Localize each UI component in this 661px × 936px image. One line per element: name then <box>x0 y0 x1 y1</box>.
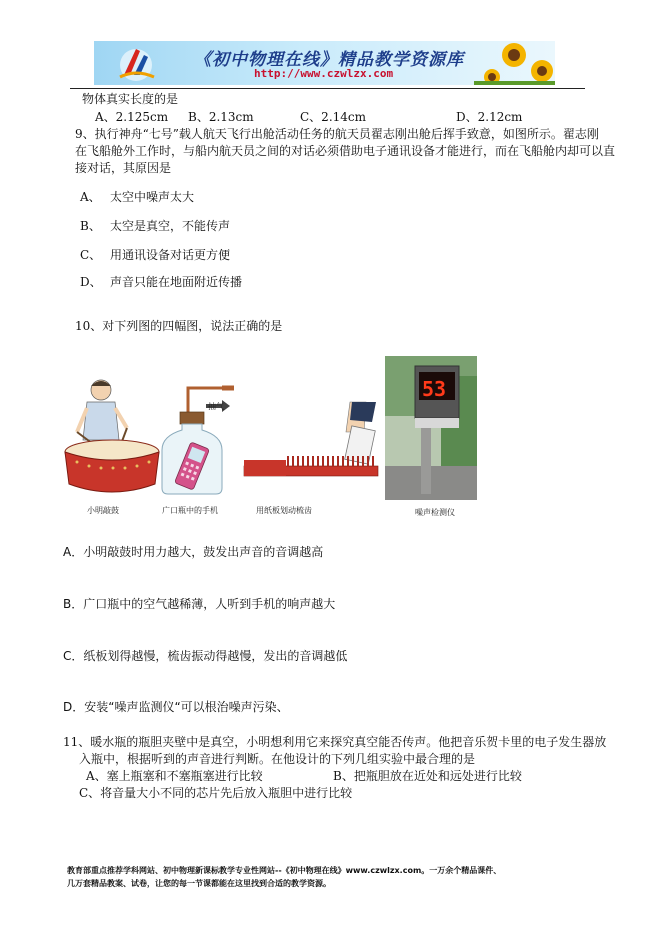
caption-comb: 用纸板划动梳齿 <box>256 506 312 515</box>
q9-option-d-letter: D、 <box>80 275 102 289</box>
figure-drum <box>63 378 161 518</box>
caption-bottle: 广口瓶中的手机 <box>162 506 218 515</box>
q8-option-c: C、2.14cm <box>300 110 367 124</box>
q10-option-d: D．安装“噪声监测仪“可以根治噪声污染、 <box>63 700 289 714</box>
q11-line1: 11、暖水瓶的瓶胆夹壁中是真空，小明想利用它来探究真空能否传声。他把音乐贺卡里的电子发生器放 <box>63 735 607 749</box>
label-pump: 抽气 <box>208 402 224 411</box>
q11-option-c: C、将音量大小不同的芯片先后放入瓶胆中进行比较 <box>79 786 353 800</box>
q10-option-a: A．小明敲鼓时用力越大，鼓发出声音的音调越高 <box>63 545 324 559</box>
footer-line1: 教育部重点推荐学科网站、初中物理新课标教学专业性网站--《初中物理在线》www.czwlzx.com。一万余个精品课件、 <box>67 866 502 875</box>
q9-line2: 在飞船舱外工作时，与船内航天员之间的对话必须借助电子通讯设备才能进行，而在飞船舱内却可以直 <box>75 144 616 158</box>
caption-noise-meter: 噪声检测仪 <box>415 508 455 517</box>
q11-line2: 入瓶中，根据听到的声音进行判断。在他设计的下列几组实验中最合理的是 <box>79 752 476 766</box>
q9-option-b-text: 太空是真空，不能传声 <box>110 219 231 233</box>
bottle-illustration <box>160 378 252 498</box>
q8-stem: 物体真实长度的是 <box>82 92 179 106</box>
drum-illustration <box>63 378 161 498</box>
q9-option-d-text: 声音只能在地面附近传播 <box>110 275 243 289</box>
comb-illustration <box>240 398 382 498</box>
q8-option-d: D、2.12cm <box>456 110 523 124</box>
q11-option-a: A、塞上瓶塞和不塞瓶塞进行比较 <box>86 769 263 783</box>
header-rule <box>70 88 585 89</box>
banner-title: 《初中物理在线》精品教学资源库 <box>194 50 464 70</box>
q9-option-a-letter: A、 <box>80 190 101 204</box>
footer-line2: 几万套精品教案、试卷，让您的每一节课都能在这里找到合适的教学资源。 <box>67 879 331 888</box>
caption-drum: 小明敲鼓 <box>87 506 119 515</box>
q8-option-a: A、2.125cm <box>95 110 169 124</box>
meter-reading: 53 <box>422 377 447 401</box>
q10-option-c: C．纸板划得越慢，梳齿振动得越慢，发出的音调越低 <box>63 649 348 663</box>
figure-noise-meter <box>385 356 477 518</box>
q9-option-c-letter: C、 <box>80 248 102 262</box>
q10-stem: 10、对下列图的四幅图，说法正确的是 <box>75 319 283 333</box>
figure-comb <box>240 398 382 518</box>
q8-option-b: B、2.13cm <box>188 110 254 124</box>
q9-line1: 9、执行神舟“七号”载人航天飞行出舱活动任务的航天员翟志刚出舱后挥手致意，如图所示。翟志刚 <box>75 127 599 141</box>
noise-meter-photo <box>385 356 477 500</box>
q9-option-c-text: 用通讯设备对话更方便 <box>110 248 231 262</box>
q9-line3: 接对话，其原因是 <box>75 161 172 175</box>
q9-option-a-text: 太空中噪声太大 <box>110 190 195 204</box>
q11-option-b: B、把瓶胆放在近处和远处进行比较 <box>333 769 522 783</box>
logo-icon <box>120 49 154 81</box>
figure-bottle <box>160 378 252 518</box>
q10-option-b: B．广口瓶中的空气越稀薄，人听到手机的响声越大 <box>63 597 336 611</box>
header-banner <box>94 41 555 85</box>
banner-url: http://www.czwlzx.com <box>254 67 394 80</box>
q9-option-b-letter: B、 <box>80 219 101 233</box>
sunflower-icon <box>474 43 555 85</box>
